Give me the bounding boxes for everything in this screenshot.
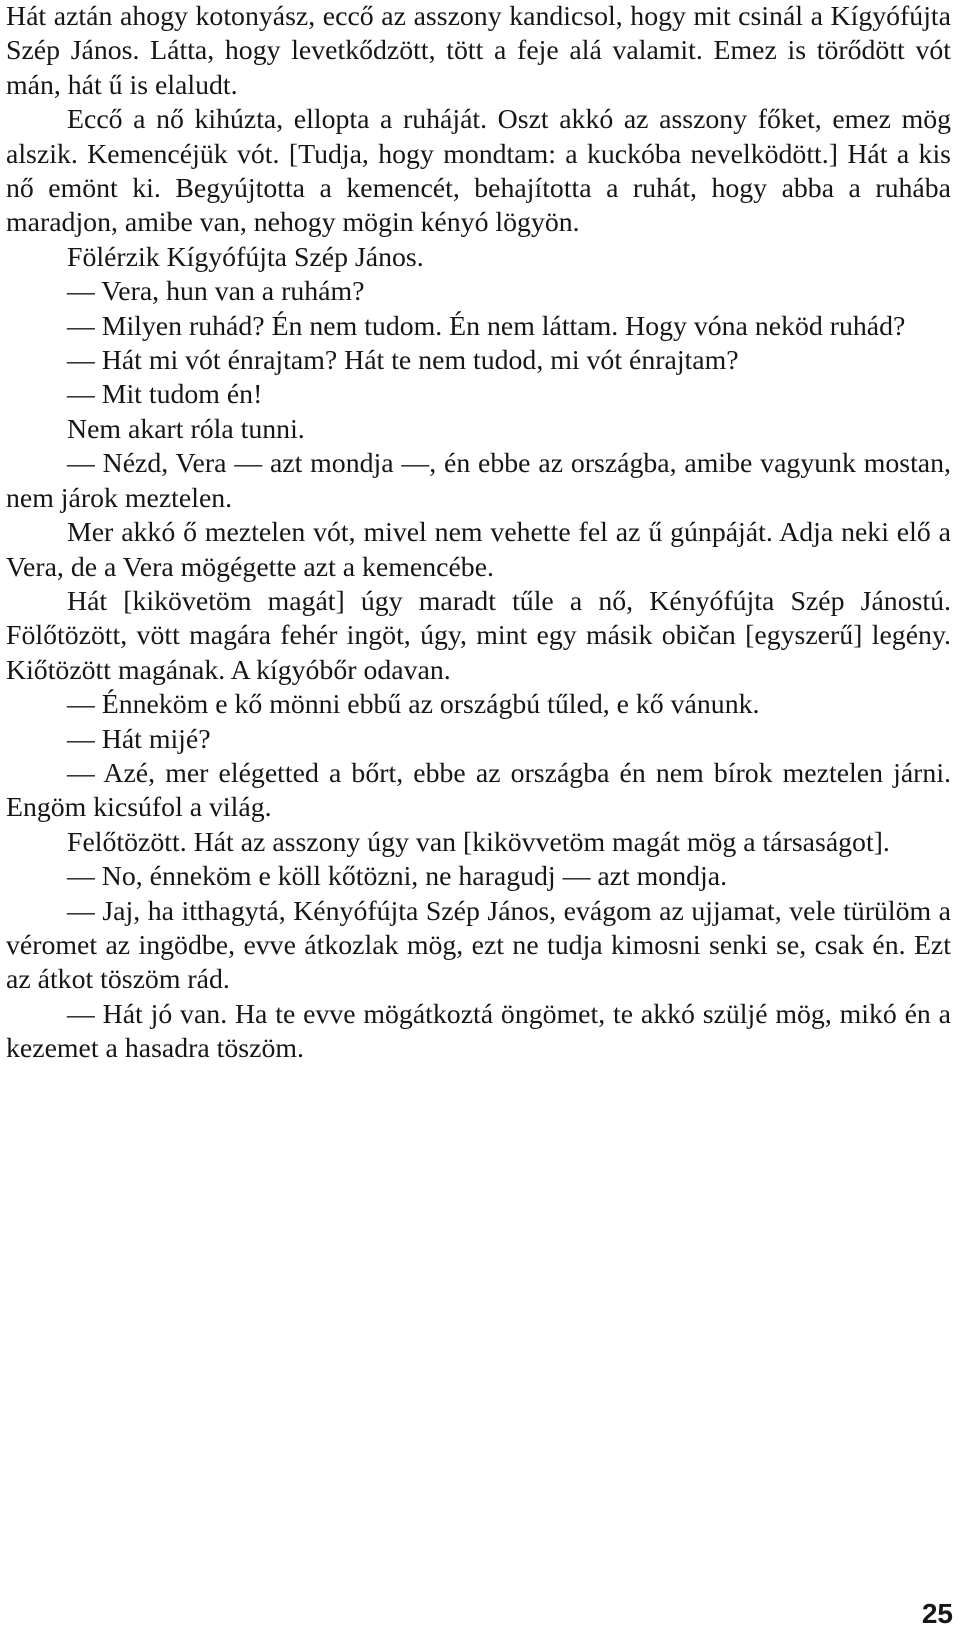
dialogue-line: — Mit tudom én!: [67, 379, 263, 411]
dialogue-line: — Nézd, Vera — azt mondja —, én ebbe az országba, amibe vagyunk mostan, nem járok meztelen.: [6, 448, 951, 514]
paragraph: Eccő a nő kihúzta, ellopta a ruháját. Oszt akkó az asszony főket, emez mög alszik. Kemencéjük vót. [Tudja, hogy mondtam: a kuckóba nevelködött.] Hát a kis nő emönt ki. Begyújtotta a kemencét, behajította a ruhát, hogy abba a ruhába maradjon, amibe van, nehogy mögin kényó lögyön.: [6, 104, 951, 239]
paragraph: Mer akkó ő meztelen vót, mivel nem vehette fel az ű gúnpáját. Adja neki elő a Vera, de a Vera mögégette azt a kemencébe.: [6, 517, 951, 583]
paragraph: Fölérzik Kígyófújta Szép János.: [67, 241, 424, 273]
paragraph: Felőtözött. Hát az asszony úgy van [kikövvetöm magát mög a társaságot].: [67, 826, 890, 858]
dialogue-line: — Hát jó van. Ha te evve mögátkoztá öngömet, te akkó szüljé mög, mikó én a kezemet a hasadra töszöm.: [6, 998, 951, 1065]
dialogue-line: — Hát mijé?: [67, 723, 211, 755]
dialogue-line: — Vera, hun van a ruhám?: [67, 276, 365, 308]
paragraph: Nem akart róla tunni.: [67, 413, 305, 445]
paragraph: Hát [kikövetöm magát] úgy maradt tűle a nő, Kényófújta Szép Jánostú. Fölőtözött, vött magára fehér ingöt, úgy, mint egy másik običan [egyszerű] legény. Kiőtözött magának. A kígyóbőr odavan.: [6, 585, 951, 686]
page-number: 25: [921, 1598, 953, 1629]
dialogue-line: — Énneköm e kő mönni ebbű az országbú tűled, e kő vánunk.: [67, 689, 760, 721]
dialogue-line: — No, énneköm e köll kőtözni, ne haragudj — azt mondja.: [67, 861, 728, 893]
dialogue-line: — Azé, mer elégetted a bőrt, ebbe az országba én nem bírok meztelen járni. Engöm kicsúfol a világ.: [6, 757, 951, 824]
dialogue-line: — Jaj, ha itthagytá, Kényófújta Szép János, evágom az ujjamat, vele türülöm a véromet az ingödbe, evve átkozlak mög, ezt ne tudja kimosni senki se, csak én. Ezt az átkot töszöm rád.: [6, 895, 951, 996]
dialogue-line: — Milyen ruhád? Én nem tudom. Én nem láttam. Hogy vóna neköd ruhád?: [67, 310, 906, 342]
body-text: [6, 0, 951, 1067]
dialogue-line: — Hát mi vót énrajtam? Hát te nem tudod, mi vót énrajtam?: [67, 345, 739, 377]
paragraph: Hát aztán ahogy kotonyász, eccő az asszony kandicsol, hogy mit csinál a Kígyófújta Szép János. Látta, hogy levetkődzött, tött a feje alá valamit. Emez is törődött vót mán, hát ű is elaludt.: [6, 1, 951, 101]
